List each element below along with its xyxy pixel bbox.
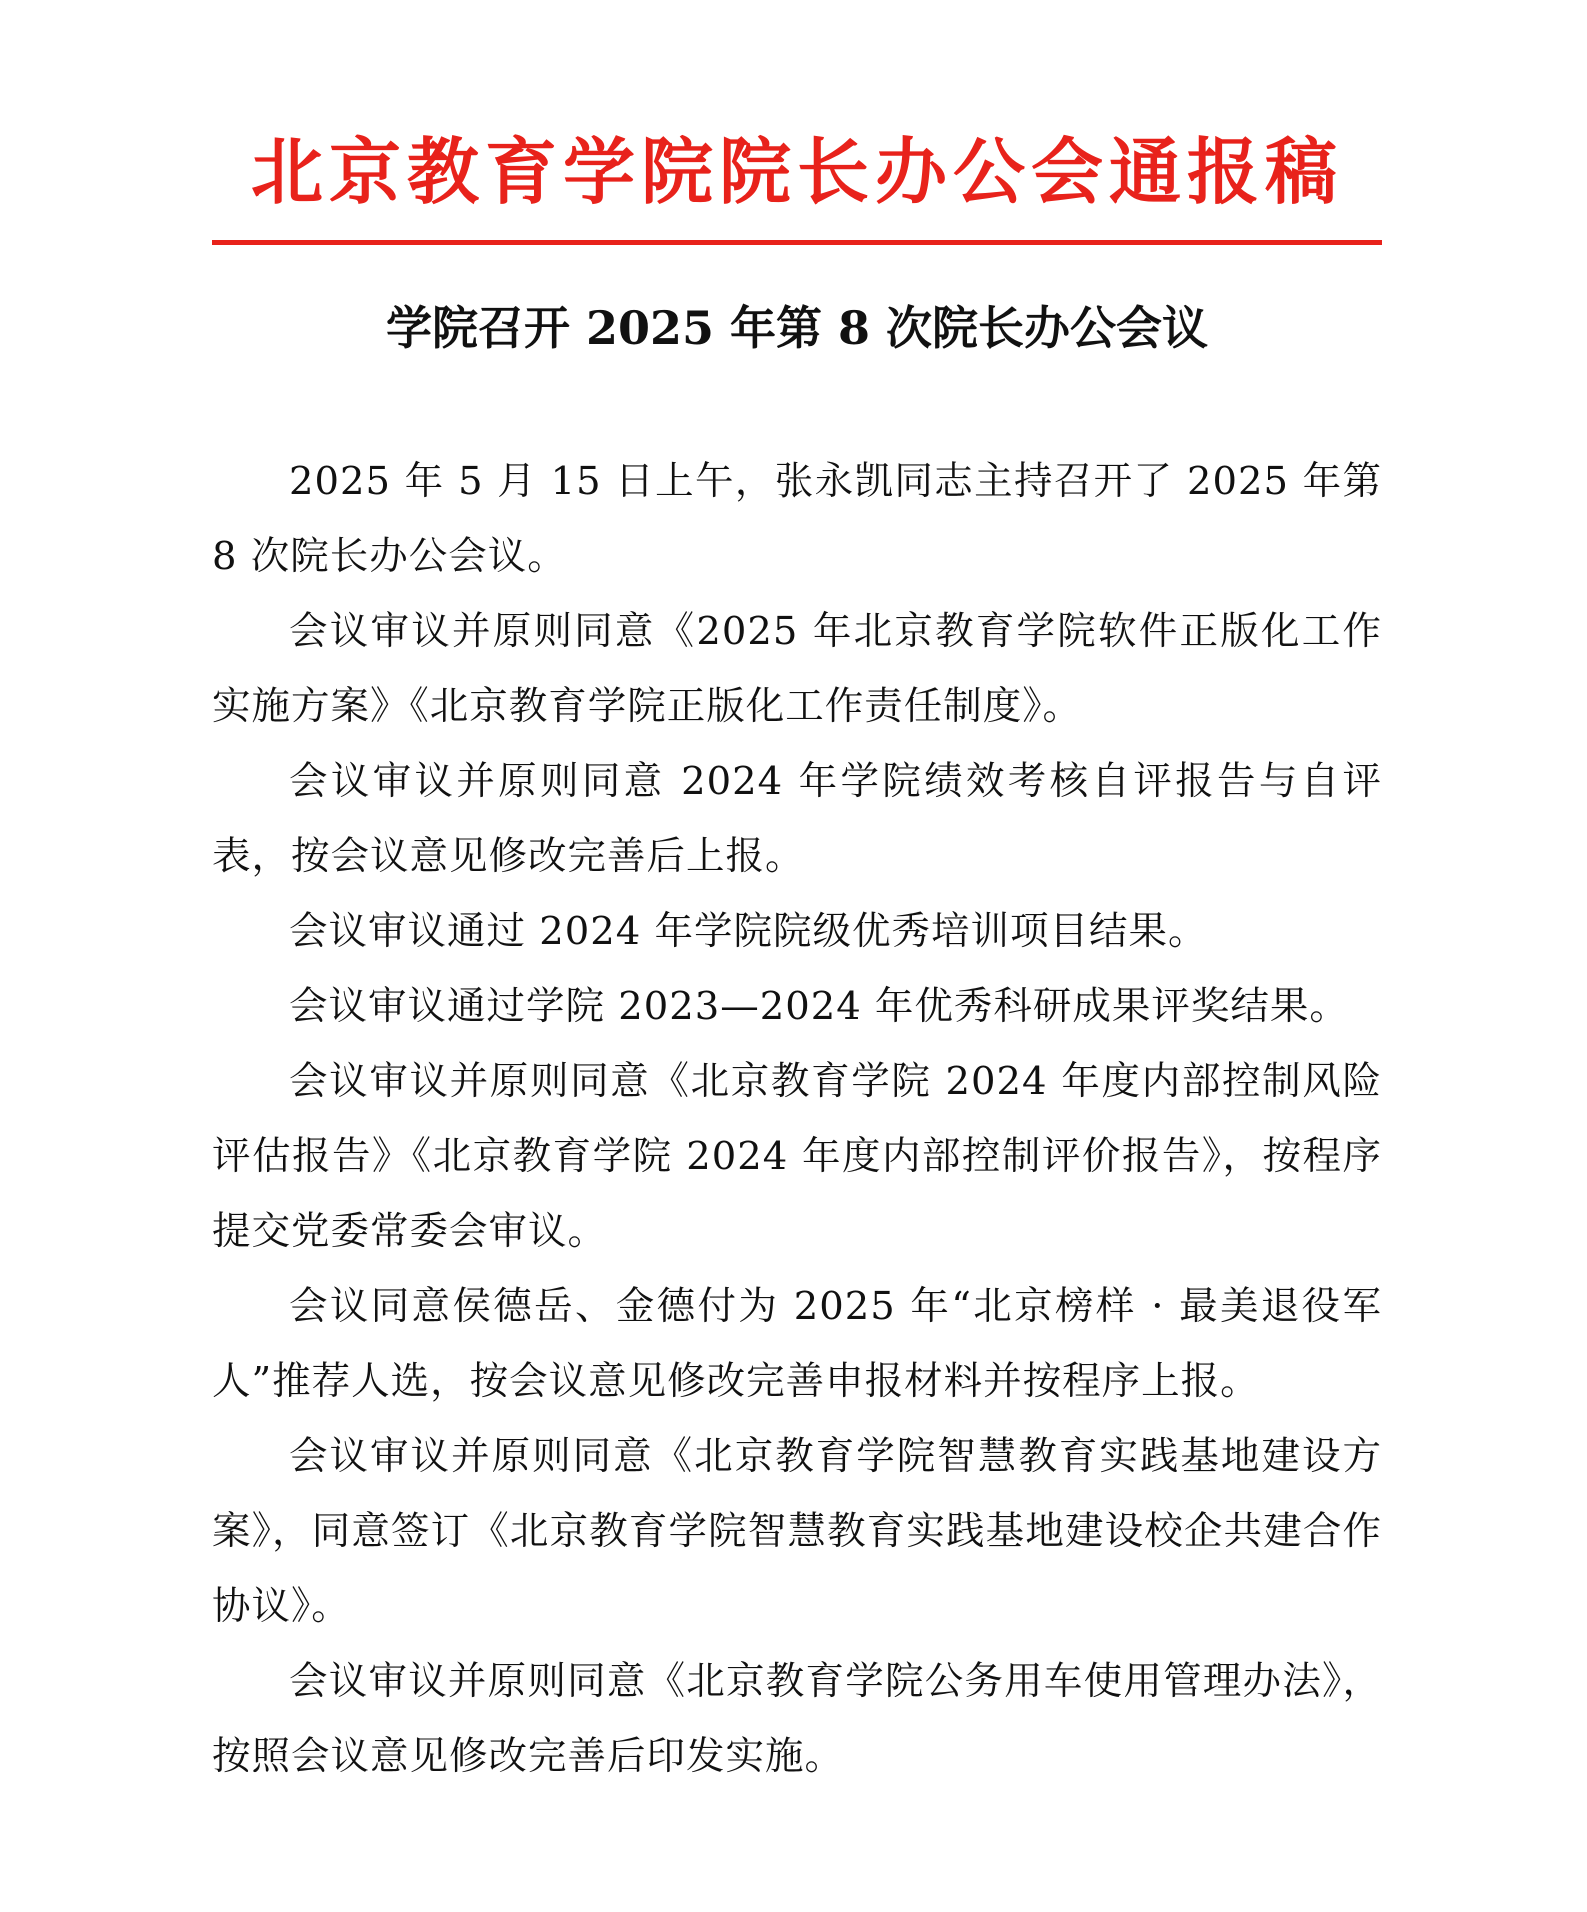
paragraph: 会议审议并原则同意《北京教育学院 2024 年度内部控制风险评估报告》《北京教育学院 2024 年度内部控制评价报告》，按程序提交党委常委会审议。	[212, 1059, 1382, 1254]
paragraph: 会议审议并原则同意 2024 年学院绩效考核自评报告与自评表，按会议意见修改完善后上报。	[212, 759, 1382, 879]
masthead-divider	[212, 240, 1382, 245]
masthead-title: 北京教育学院院长办公会通报稿	[250, 129, 1343, 214]
paragraph: 会议审议并原则同意《北京教育学院公务用车使用管理办法》，按照会议意见修改完善后印发实施。	[212, 1659, 1382, 1779]
paragraph: 会议审议并原则同意《2025 年北京教育学院软件正版化工作实施方案》《北京教育学院正版化工作责任制度》。	[212, 609, 1382, 729]
paragraph: 2025 年 5 月 15 日上午，张永凯同志主持召开了 2025 年第 8 次院长办公会议。	[212, 459, 1382, 579]
paragraph: 会议审议通过学院 2023—2024 年优秀科研成果评奖结果。	[289, 984, 1349, 1029]
report-body	[212, 444, 1382, 1794]
paragraph: 会议审议并原则同意《北京教育学院智慧教育实践基地建设方案》，同意签订《北京教育学院智慧教育实践基地建设校企共建合作协议》。	[212, 1434, 1382, 1629]
report-headline: 学院召开 2025 年第 8 次院长办公会议	[385, 301, 1209, 355]
paragraph: 会议审议通过 2024 年学院院级优秀培训项目结果。	[289, 909, 1208, 954]
paragraph: 会议同意侯德岳、金德付为 2025 年“北京榜样 · 最美退役军人”推荐人选，按会议意见修改完善申报材料并按程序上报。	[212, 1284, 1382, 1404]
